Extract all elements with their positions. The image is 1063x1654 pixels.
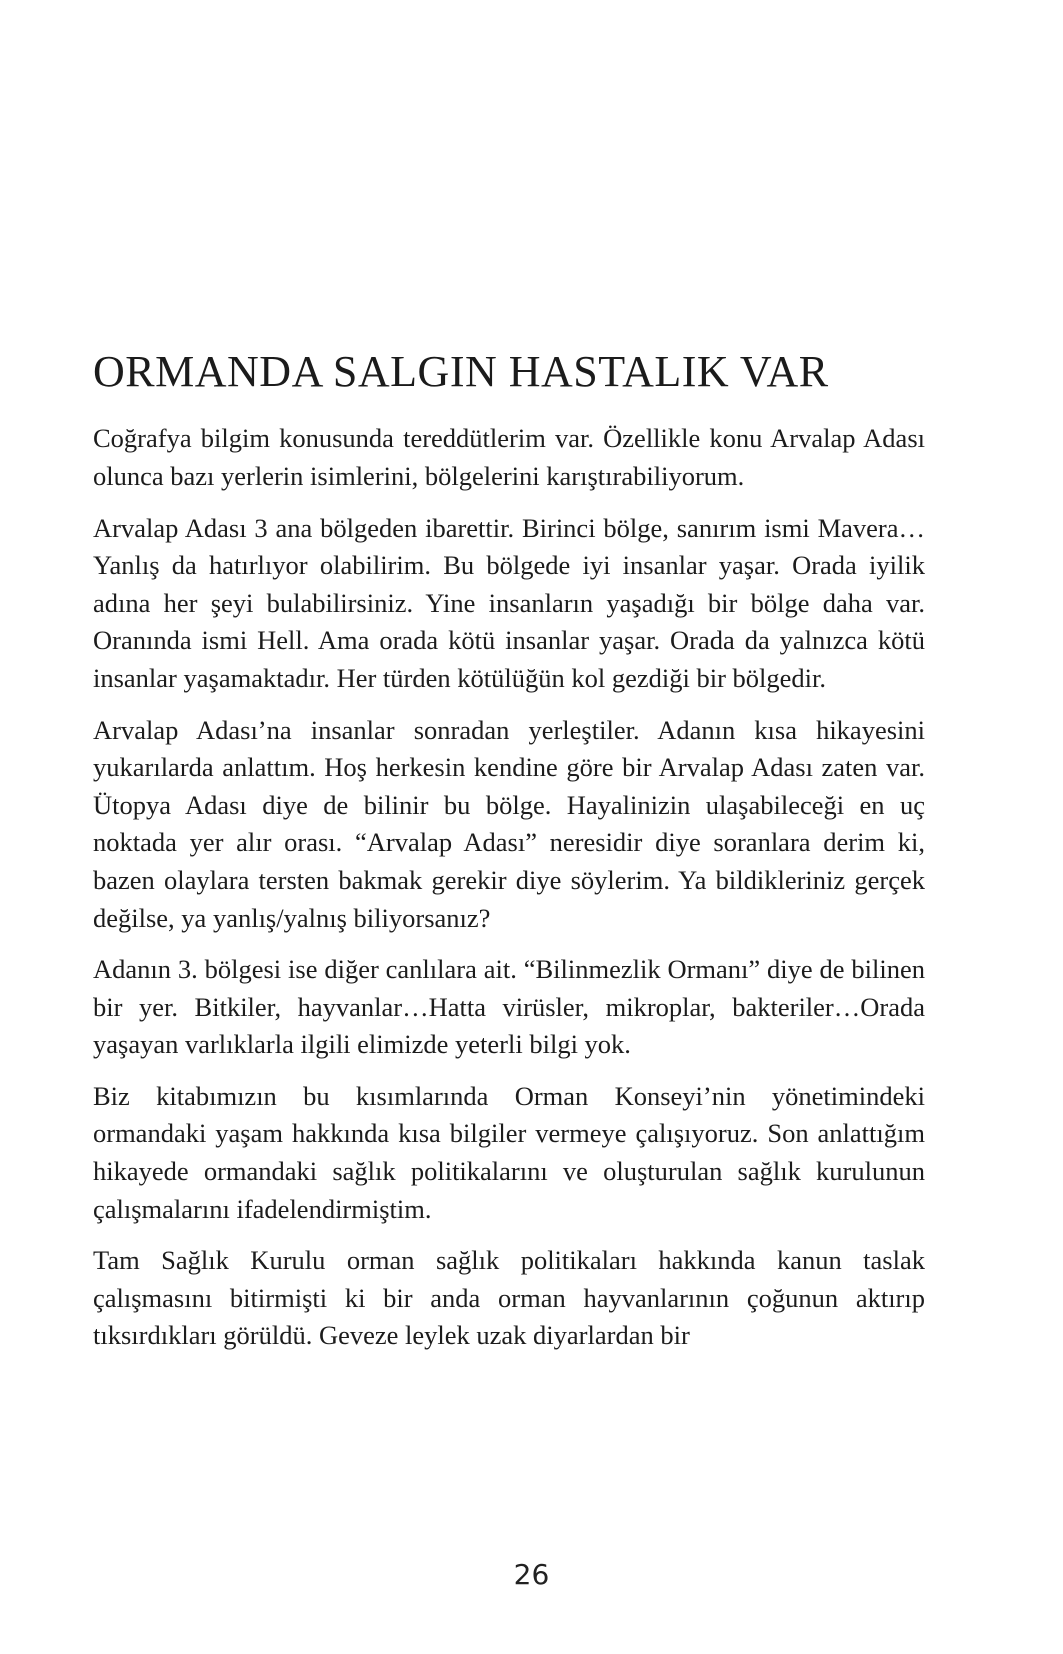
- paragraph-3: Arvalap Adası’na insanlar sonradan yerleştiler. Adanın kısa hikayesini yukarılarda anlattım. Hoş herkesin kendine göre bir Arvalap Adası zaten var. Ütopya Adası diye de bilinir bu bölge. Hayalinizin ulaşabileceği en uç noktada yer alır orası. “Arvalap Adası” neresidir diye soranlara derim ki, bazen olaylara tersten bakmak gerekir diye söylerim. Ya bildikleriniz gerçek değilse, ya yanlış/yalnış biliyorsanız?: [93, 714, 925, 933]
- text-block: [93, 348, 925, 1369]
- chapter-title: ORMANDA SALGIN HASTALIK VAR: [93, 347, 829, 396]
- paragraph-1: Coğrafya bilgim konusunda tereddütlerim var. Özellikle konu Arvalap Adası olunca bazı yerlerin isimlerini, bölgelerini karıştırabiliyorum.: [93, 423, 925, 491]
- paragraph-5: Biz kitabımızın bu kısımlarında Orman Konseyi’nin yönetimindeki ormandaki yaşam hakkında kısa bilgiler vermeye çalışıyoruz. Son anlattığım hikayede ormandaki sağlık politikalarını ve oluşturulan sağlık kurulunun çalışmalarını ifadelendirmiştim.: [93, 1080, 925, 1224]
- page-number: 26: [513, 1558, 550, 1591]
- paragraph-2: Arvalap Adası 3 ana bölgeden ibarettir. Birinci bölge, sanırım ismi Mavera…Yanlış da hatırlıyor olabilirim. Bu bölgede iyi insanlar yaşar. Orada iyilik adına her şeyi bulabilirsiniz. Yine insanların yaşadığı bir bölge daha var. Oranında ismi Hell. Ama orada kötü insanlar yaşar. Orada da yalnızca kötü insanlar yaşamaktadır. Her türden kötülüğün kol gezdiği bir bölgedir.: [93, 512, 925, 693]
- paragraph-6: Tam Sağlık Kurulu orman sağlık politikaları hakkında kanun taslak çalışmasını bitirmişti ki bir anda orman hayvanlarının çoğunun aktırıp tıksırdıkları görüldü. Geveze leylek uzak diyarlardan bir: [93, 1245, 925, 1351]
- paragraph-4: Adanın 3. bölgesi ise diğer canlılara ait. “Bilinmezlik Ormanı” diye de bilinen bir yer. Bitkiler, hayvanlar…Hatta virüsler, mikroplar, bakteriler…Orada yaşayan varlıklarla ilgili elimizde yeterli bilgi yok.: [93, 954, 925, 1060]
